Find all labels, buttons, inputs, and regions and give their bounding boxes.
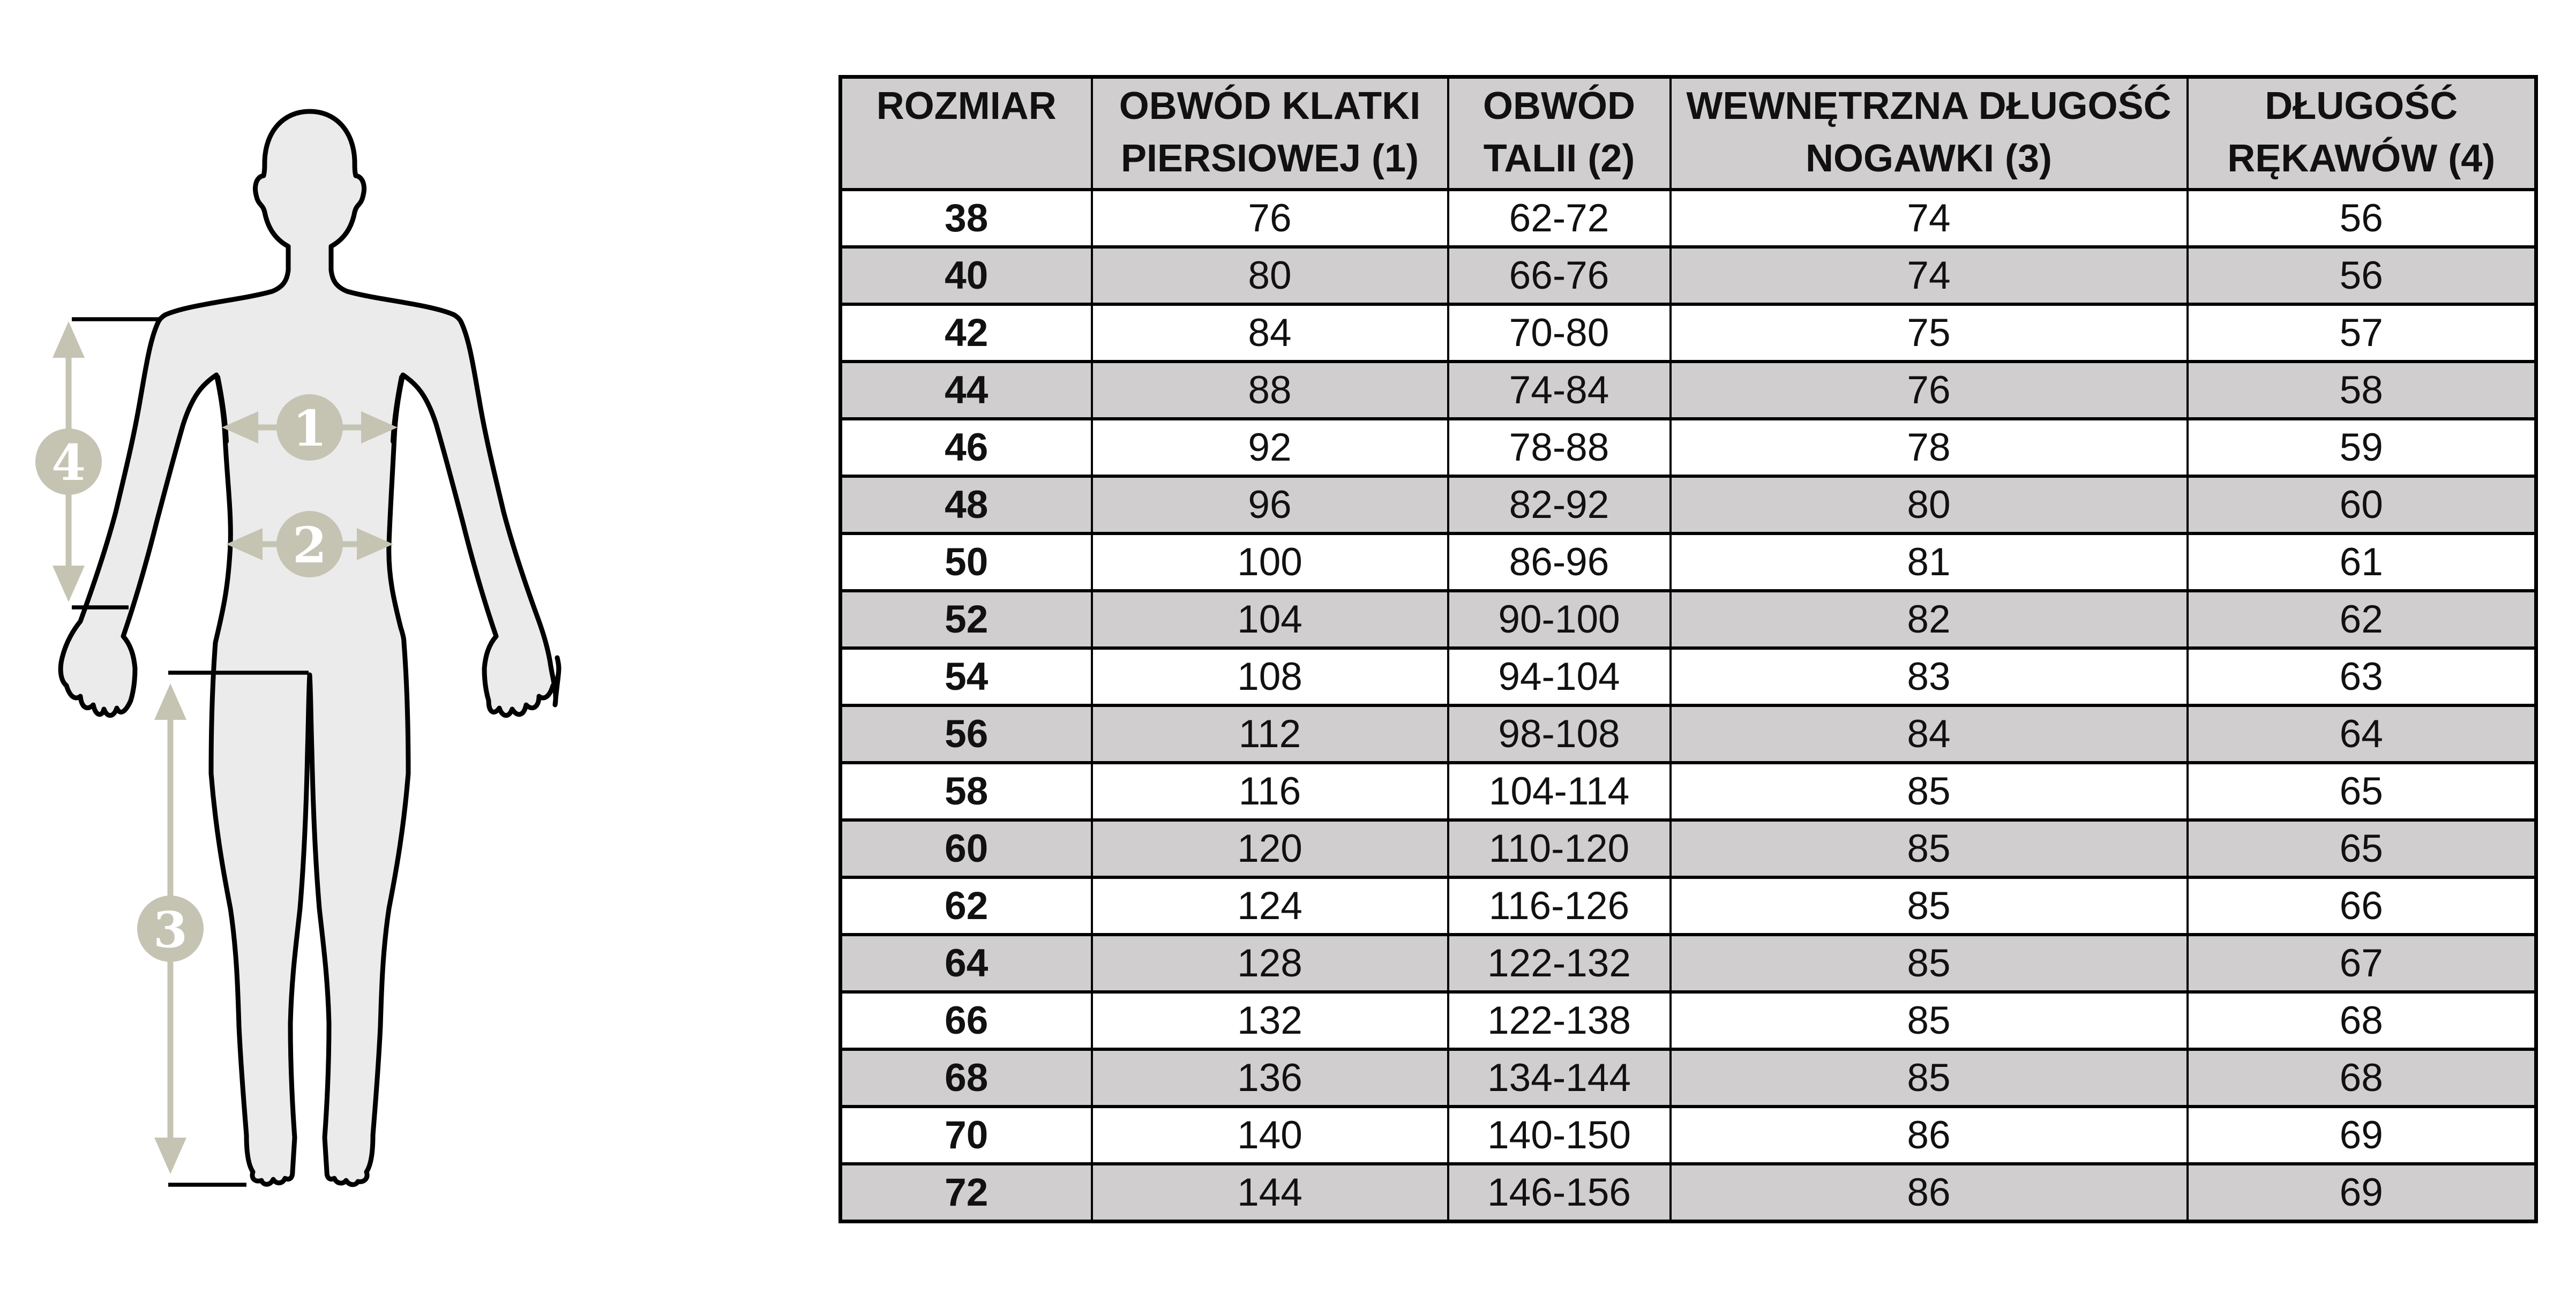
measurement-label-inseam: 3 (153, 901, 188, 959)
value-cell: 85 (1671, 935, 2188, 992)
value-cell: 65 (2188, 820, 2536, 877)
column-header: ROZMIAR (841, 77, 1092, 190)
value-cell: 116 (1092, 763, 1448, 820)
value-cell: 116-126 (1448, 877, 1671, 935)
value-cell: 74-84 (1448, 362, 1671, 419)
value-cell: 132 (1092, 992, 1448, 1049)
size-cell: 56 (841, 705, 1092, 763)
size-cell: 46 (841, 419, 1092, 476)
value-cell: 128 (1092, 935, 1448, 992)
size-cell: 48 (841, 476, 1092, 533)
column-header: OBWÓD TALII (2) (1448, 77, 1671, 190)
value-cell: 78-88 (1448, 419, 1671, 476)
value-cell: 82 (1671, 591, 2188, 648)
size-cell: 70 (841, 1107, 1092, 1164)
table-row (841, 648, 2536, 705)
size-cell: 68 (841, 1049, 1092, 1107)
value-cell: 100 (1092, 533, 1448, 591)
measurement-label-chest: 1 (292, 400, 327, 457)
value-cell: 62 (2188, 591, 2536, 648)
column-header: OBWÓD KLATKI PIERSIOWEJ (1) (1092, 77, 1448, 190)
value-cell: 58 (2188, 362, 2536, 419)
value-cell: 108 (1092, 648, 1448, 705)
value-cell: 86-96 (1448, 533, 1671, 591)
value-cell: 64 (2188, 705, 2536, 763)
value-cell: 134-144 (1448, 1049, 1671, 1107)
table-row (841, 419, 2536, 476)
value-cell: 74 (1671, 247, 2188, 304)
value-cell: 74 (1671, 190, 2188, 247)
measurement-marker-chest (276, 394, 343, 461)
size-cell: 40 (841, 247, 1092, 304)
value-cell: 144 (1092, 1164, 1448, 1222)
value-cell: 66 (2188, 877, 2536, 935)
value-cell: 124 (1092, 877, 1448, 935)
size-cell: 54 (841, 648, 1092, 705)
body-measurement-diagram (0, 0, 836, 1294)
table-row (841, 935, 2536, 992)
size-cell: 64 (841, 935, 1092, 992)
value-cell: 57 (2188, 304, 2536, 362)
size-cell: 72 (841, 1164, 1092, 1222)
table-row (841, 1107, 2536, 1164)
value-cell: 56 (2188, 247, 2536, 304)
table-row (841, 476, 2536, 533)
value-cell: 84 (1671, 705, 2188, 763)
value-cell: 85 (1671, 877, 2188, 935)
size-cell: 42 (841, 304, 1092, 362)
value-cell: 65 (2188, 763, 2536, 820)
value-cell: 112 (1092, 705, 1448, 763)
value-cell: 69 (2188, 1107, 2536, 1164)
size-cell: 58 (841, 763, 1092, 820)
value-cell: 94-104 (1448, 648, 1671, 705)
value-cell: 84 (1092, 304, 1448, 362)
value-cell: 85 (1671, 763, 2188, 820)
value-cell: 62-72 (1448, 190, 1671, 247)
table-row (841, 763, 2536, 820)
table-row (841, 362, 2536, 419)
size-cell: 44 (841, 362, 1092, 419)
size-table (838, 75, 2538, 1223)
value-cell: 104 (1092, 591, 1448, 648)
measurement-marker-waist (276, 511, 343, 577)
value-cell: 69 (2188, 1164, 2536, 1222)
value-cell: 140 (1092, 1107, 1448, 1164)
value-cell: 110-120 (1448, 820, 1671, 877)
value-cell: 86 (1671, 1107, 2188, 1164)
table-row (841, 1164, 2536, 1222)
value-cell: 88 (1092, 362, 1448, 419)
value-cell: 140-150 (1448, 1107, 1671, 1164)
value-cell: 85 (1671, 992, 2188, 1049)
value-cell: 83 (1671, 648, 2188, 705)
size-cell: 52 (841, 591, 1092, 648)
value-cell: 146-156 (1448, 1164, 1671, 1222)
measurement-label-sleeve: 4 (51, 434, 86, 492)
value-cell: 80 (1671, 476, 2188, 533)
size-cell: 62 (841, 877, 1092, 935)
value-cell: 96 (1092, 476, 1448, 533)
value-cell: 67 (2188, 935, 2536, 992)
size-cell: 38 (841, 190, 1092, 247)
table-row (841, 533, 2536, 591)
value-cell: 86 (1671, 1164, 2188, 1222)
column-header: DŁUGOŚĆ RĘKAWÓW (4) (2188, 77, 2536, 190)
size-cell: 66 (841, 992, 1092, 1049)
value-cell: 120 (1092, 820, 1448, 877)
value-cell: 63 (2188, 648, 2536, 705)
value-cell: 78 (1671, 419, 2188, 476)
value-cell: 82-92 (1448, 476, 1671, 533)
value-cell: 76 (1671, 362, 2188, 419)
table-row (841, 992, 2536, 1049)
value-cell: 85 (1671, 1049, 2188, 1107)
body-silhouette (61, 111, 559, 1185)
table-row (841, 304, 2536, 362)
size-cell: 60 (841, 820, 1092, 877)
value-cell: 59 (2188, 419, 2536, 476)
value-cell: 80 (1092, 247, 1448, 304)
value-cell: 122-138 (1448, 992, 1671, 1049)
value-cell: 90-100 (1448, 591, 1671, 648)
size-cell: 50 (841, 533, 1092, 591)
table-row (841, 1049, 2536, 1107)
value-cell: 68 (2188, 1049, 2536, 1107)
table-row (841, 705, 2536, 763)
value-cell: 122-132 (1448, 935, 1671, 992)
measurement-marker-inseam (137, 896, 204, 962)
table-row (841, 247, 2536, 304)
value-cell: 76 (1092, 190, 1448, 247)
value-cell: 61 (2188, 533, 2536, 591)
value-cell: 92 (1092, 419, 1448, 476)
value-cell: 136 (1092, 1049, 1448, 1107)
value-cell: 85 (1671, 820, 2188, 877)
value-cell: 75 (1671, 304, 2188, 362)
value-cell: 68 (2188, 992, 2536, 1049)
column-header: WEWNĘTRZNA DŁUGOŚĆ NOGAWKI (3) (1671, 77, 2188, 190)
value-cell: 70-80 (1448, 304, 1671, 362)
value-cell: 98-108 (1448, 705, 1671, 763)
measurement-marker-sleeve (35, 428, 102, 495)
table-row (841, 877, 2536, 935)
value-cell: 56 (2188, 190, 2536, 247)
table-row (841, 190, 2536, 247)
value-cell: 60 (2188, 476, 2536, 533)
value-cell: 104-114 (1448, 763, 1671, 820)
value-cell: 81 (1671, 533, 2188, 591)
table-row (841, 820, 2536, 877)
measurement-label-waist: 2 (292, 516, 327, 574)
value-cell: 66-76 (1448, 247, 1671, 304)
table-row (841, 591, 2536, 648)
header-row (841, 77, 2536, 190)
